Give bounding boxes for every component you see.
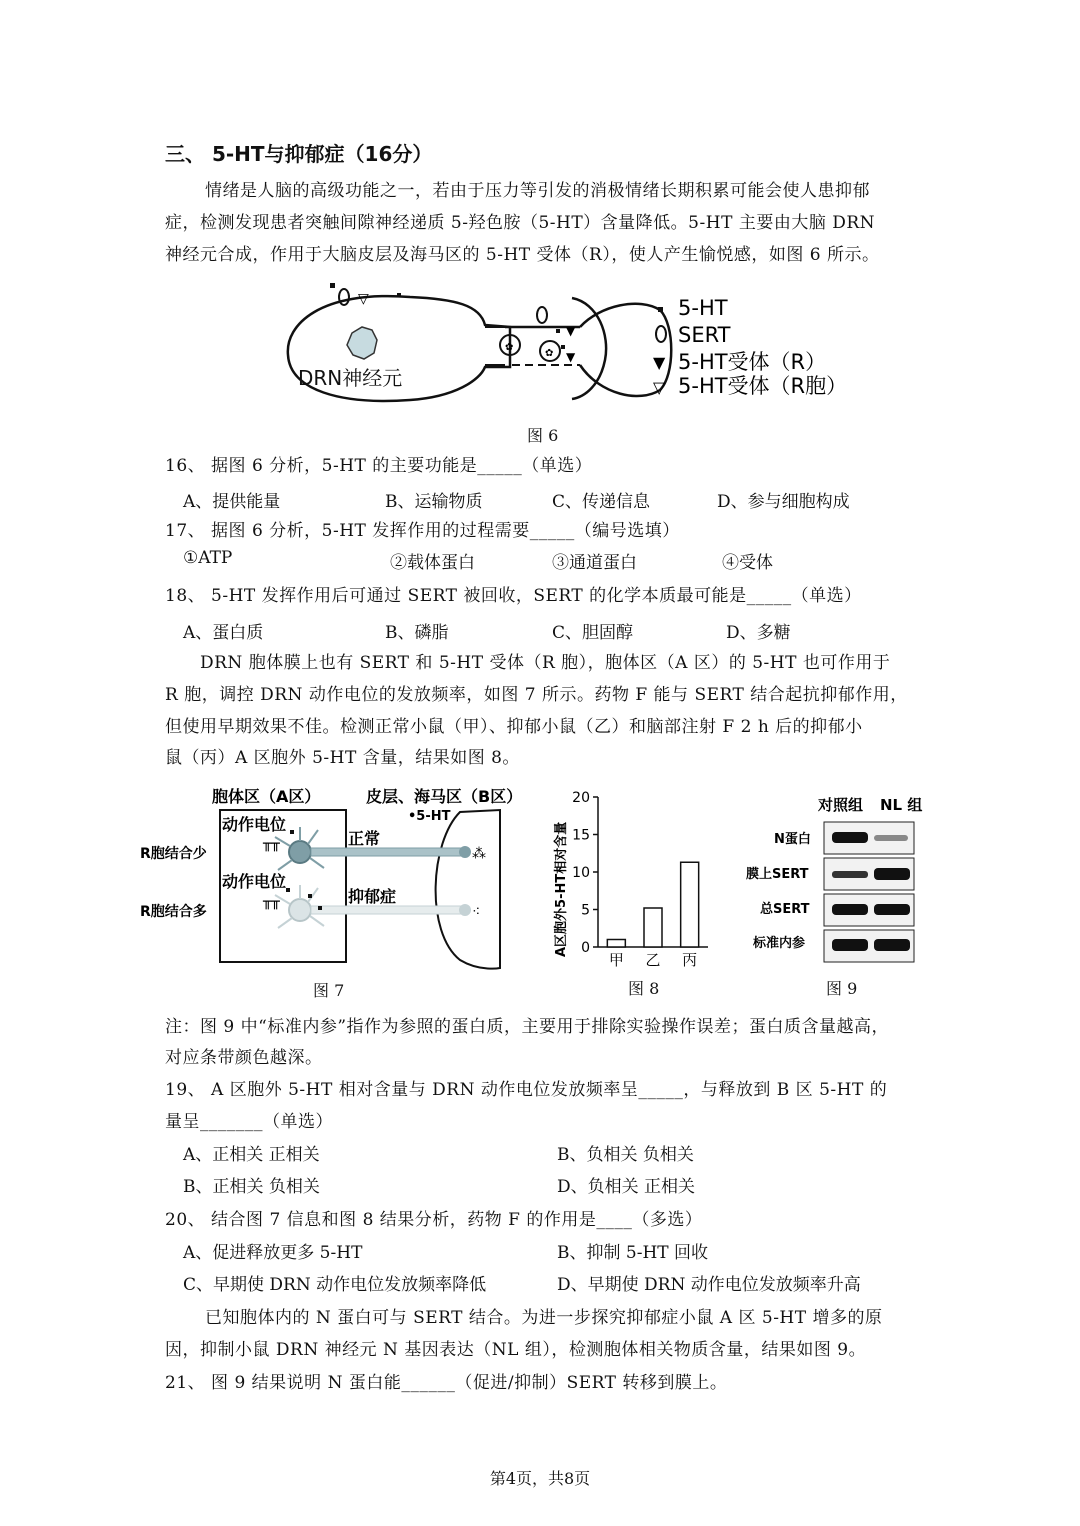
r-more-label: R胞结合多	[140, 904, 207, 920]
nucleus	[347, 327, 377, 359]
r-less-label: R胞结合少	[140, 846, 207, 862]
category-label: 丙	[682, 951, 698, 969]
band	[874, 904, 910, 915]
legend-5ht: 5-HT	[678, 296, 728, 320]
blot-row-total-sert: 总SERT	[760, 902, 810, 917]
blot-row-loading-control: 标准内参	[753, 936, 806, 951]
svg-text:▼: ▼	[566, 324, 576, 338]
q20-option-d: D、早期使 DRN 动作电位发放频率升高	[557, 1275, 861, 1295]
band	[874, 939, 910, 951]
q18-option-d: D、多糖	[726, 623, 791, 643]
band	[832, 871, 868, 878]
para3-line-1: 已知胞体内的 N 蛋白可与 SERT 结合。为进一步探究抑郁症小鼠 A 区 5-HT 增多的原	[205, 1308, 883, 1328]
bar-2	[681, 862, 699, 947]
zone-a-label: 胞体区（A区）	[212, 787, 321, 806]
q17-option-2: ②载体蛋白	[390, 553, 475, 573]
y-tick-label: 10	[572, 865, 590, 881]
band	[832, 939, 868, 951]
band	[874, 868, 910, 880]
bar-0	[607, 940, 625, 948]
bar-1	[644, 908, 662, 947]
q19-option-d: D、负相关 正相关	[557, 1177, 696, 1197]
q16-option-c: C、传递信息	[552, 492, 651, 512]
svg-text:▼: ▼	[566, 350, 576, 364]
chart-ylabel: A区胞外5-HT相对含量	[554, 821, 569, 957]
note-line-2: 对应条带颜色越深。	[165, 1048, 323, 1068]
q18-option-b: B、磷脂	[385, 623, 449, 643]
axon-terminal	[505, 304, 671, 396]
section-title: 三、 5-HT与抑郁症（16分）	[165, 142, 433, 166]
svg-text:▽: ▽	[358, 291, 369, 307]
depression-label: 抑郁症	[348, 887, 397, 906]
action-potential-2: 动作电位	[222, 872, 287, 891]
q20-option-a: A、促进释放更多 5-HT	[183, 1243, 363, 1263]
q16-option-b: B、运输物质	[385, 492, 483, 512]
q18-option-c: C、胆固醇	[552, 623, 634, 643]
blot-row-membrane-sert: 膜上SERT	[746, 867, 809, 882]
blot-row-n: N蛋白	[774, 832, 811, 847]
q20-stem: 20、 结合图 7 信息和图 8 结果分析，药物 F 的作用是____（多选）	[165, 1210, 703, 1230]
figure-9-caption: 图 9	[826, 979, 858, 998]
y-tick-label: 5	[581, 902, 590, 919]
q18-stem: 18、 5-HT 发挥作用后可通过 SERT 被回收，SERT 的化学本质最可能是_____（单选）	[165, 586, 862, 606]
q17-option-4: ④受体	[722, 553, 773, 573]
band	[832, 832, 868, 843]
q19-option-a: A、正相关 正相关	[183, 1145, 320, 1165]
q17-stem: 17、 据图 6 分析，5-HT 发挥作用的过程需要_____（编号选填）	[165, 521, 680, 541]
intro-line-1: 情绪是人脑的高级功能之一，若由于压力等引发的消极情绪长期积累可能会使人患抑郁	[205, 181, 870, 201]
q17-option-1: ①ATP	[183, 548, 233, 568]
q19-option-b: B、负相关 负相关	[557, 1145, 694, 1165]
q20-option-b: B、抑制 5-HT 回收	[557, 1243, 709, 1263]
ht-label: •5-HT	[408, 809, 451, 824]
figure-6-caption: 图 6	[527, 426, 559, 445]
q19-option-c: B、正相关 负相关	[183, 1177, 320, 1197]
q19-line-1: 19、 A 区胞外 5-HT 相对含量与 DRN 动作电位发放频率呈_____，与释放到 B 区 5-HT 的	[165, 1080, 888, 1100]
para2-line-1: DRN 胞体膜上也有 SERT 和 5-HT 受体（R 胞），胞体区（A 区）的 5-HT 也可作用于	[200, 653, 891, 673]
band	[832, 904, 868, 915]
intro-line-2: 症，检测发现患者突触间隙神经递质 5-羟色胺（5-HT）含量降低。5-HT 主要由大脑 DRN	[165, 213, 876, 233]
svg-text:▽: ▽	[653, 378, 666, 397]
q19-line-2: 量呈_______（单选）	[165, 1112, 333, 1132]
drn-neuron-label: DRN神经元	[298, 366, 403, 390]
neuron-normal	[289, 841, 311, 863]
figure-8-chart	[548, 785, 718, 975]
svg-text:⁂: ⁂	[472, 846, 486, 862]
category-label: 甲	[608, 951, 624, 969]
zone-b-outline	[436, 810, 500, 969]
page-footer: 第4页，共8页	[489, 1469, 591, 1488]
q18-option-a: A、蛋白质	[183, 623, 264, 643]
y-tick-label: 0	[581, 940, 590, 956]
y-tick-label: 20	[572, 790, 590, 806]
blot-col-control: 对照组	[818, 796, 864, 814]
blot-col-nl: NL 组	[880, 796, 923, 814]
figure-9-blot	[740, 790, 940, 970]
y-tick-label: 15	[572, 827, 590, 844]
q16-option-a: A、提供能量	[183, 492, 281, 512]
neuron-depressed	[289, 899, 311, 921]
legend-sert: SERT	[678, 323, 731, 347]
para2-line-2: R 胞，调控 DRN 动作电位的发放频率，如图 7 所示。药物 F 能与 SERT 结合起抗抑郁作用，	[165, 685, 908, 705]
para3-line-2: 因，抑制小鼠 DRN 神经元 N 基因表达（NL 组），检测胞体相关物质含量，结果如图 9。	[165, 1340, 867, 1360]
svg-text:╥╥: ╥╥	[263, 836, 280, 852]
q21-stem: 21、 图 9 结果说明 N 蛋白能______（促进/抑制）SERT 转移到膜上。	[165, 1373, 728, 1393]
svg-text:▼: ▼	[653, 353, 666, 372]
note-line-1: 注：图 9 中“标准内参”指作为参照的蛋白质，主要用于排除实验操作误差；蛋白质含量越高，	[165, 1017, 890, 1037]
zone-b-label: 皮层、海马区（B区）	[366, 787, 523, 806]
legend-receptor-r: 5-HT受体（R）	[678, 350, 827, 374]
intro-line-3: 神经元合成，作用于大脑皮层及海马区的 5-HT 受体（R），使人产生愉悦感，如图 6 所示。	[165, 245, 880, 265]
svg-text:╥╥: ╥╥	[263, 894, 280, 910]
figure-7-caption: 图 7	[313, 981, 345, 1000]
legend-receptor-r-cell: 5-HT受体（R胞）	[678, 374, 848, 398]
band	[874, 835, 908, 841]
q16-stem: 16、 据图 6 分析，5-HT 的主要功能是_____（单选）	[165, 456, 593, 476]
figure-7-diagram	[140, 782, 540, 972]
action-potential-1: 动作电位	[222, 815, 287, 834]
sert-marker	[339, 289, 349, 305]
figure-6-diagram	[280, 275, 860, 420]
postsynaptic-cell	[572, 298, 606, 399]
category-label: 乙	[645, 951, 661, 969]
q17-option-3: ③通道蛋白	[552, 553, 637, 573]
para2-line-3: 但使用早期效果不佳。检测正常小鼠（甲）、抑郁小鼠（乙）和脑部注射 F 2 h 后的抑郁小	[165, 717, 863, 737]
svg-text:✿: ✿	[505, 342, 514, 353]
figure-8-caption: 图 8	[628, 979, 660, 998]
normal-label: 正常	[348, 829, 381, 848]
svg-text:✿: ✿	[545, 348, 554, 359]
q16-option-d: D、参与细胞构成	[717, 492, 850, 512]
q20-option-c: C、早期使 DRN 动作电位发放频率降低	[183, 1275, 487, 1295]
svg-text:⁖: ⁖	[472, 904, 481, 920]
para2-line-4: 鼠（丙）A 区胞外 5-HT 含量，结果如图 8。	[165, 748, 520, 768]
